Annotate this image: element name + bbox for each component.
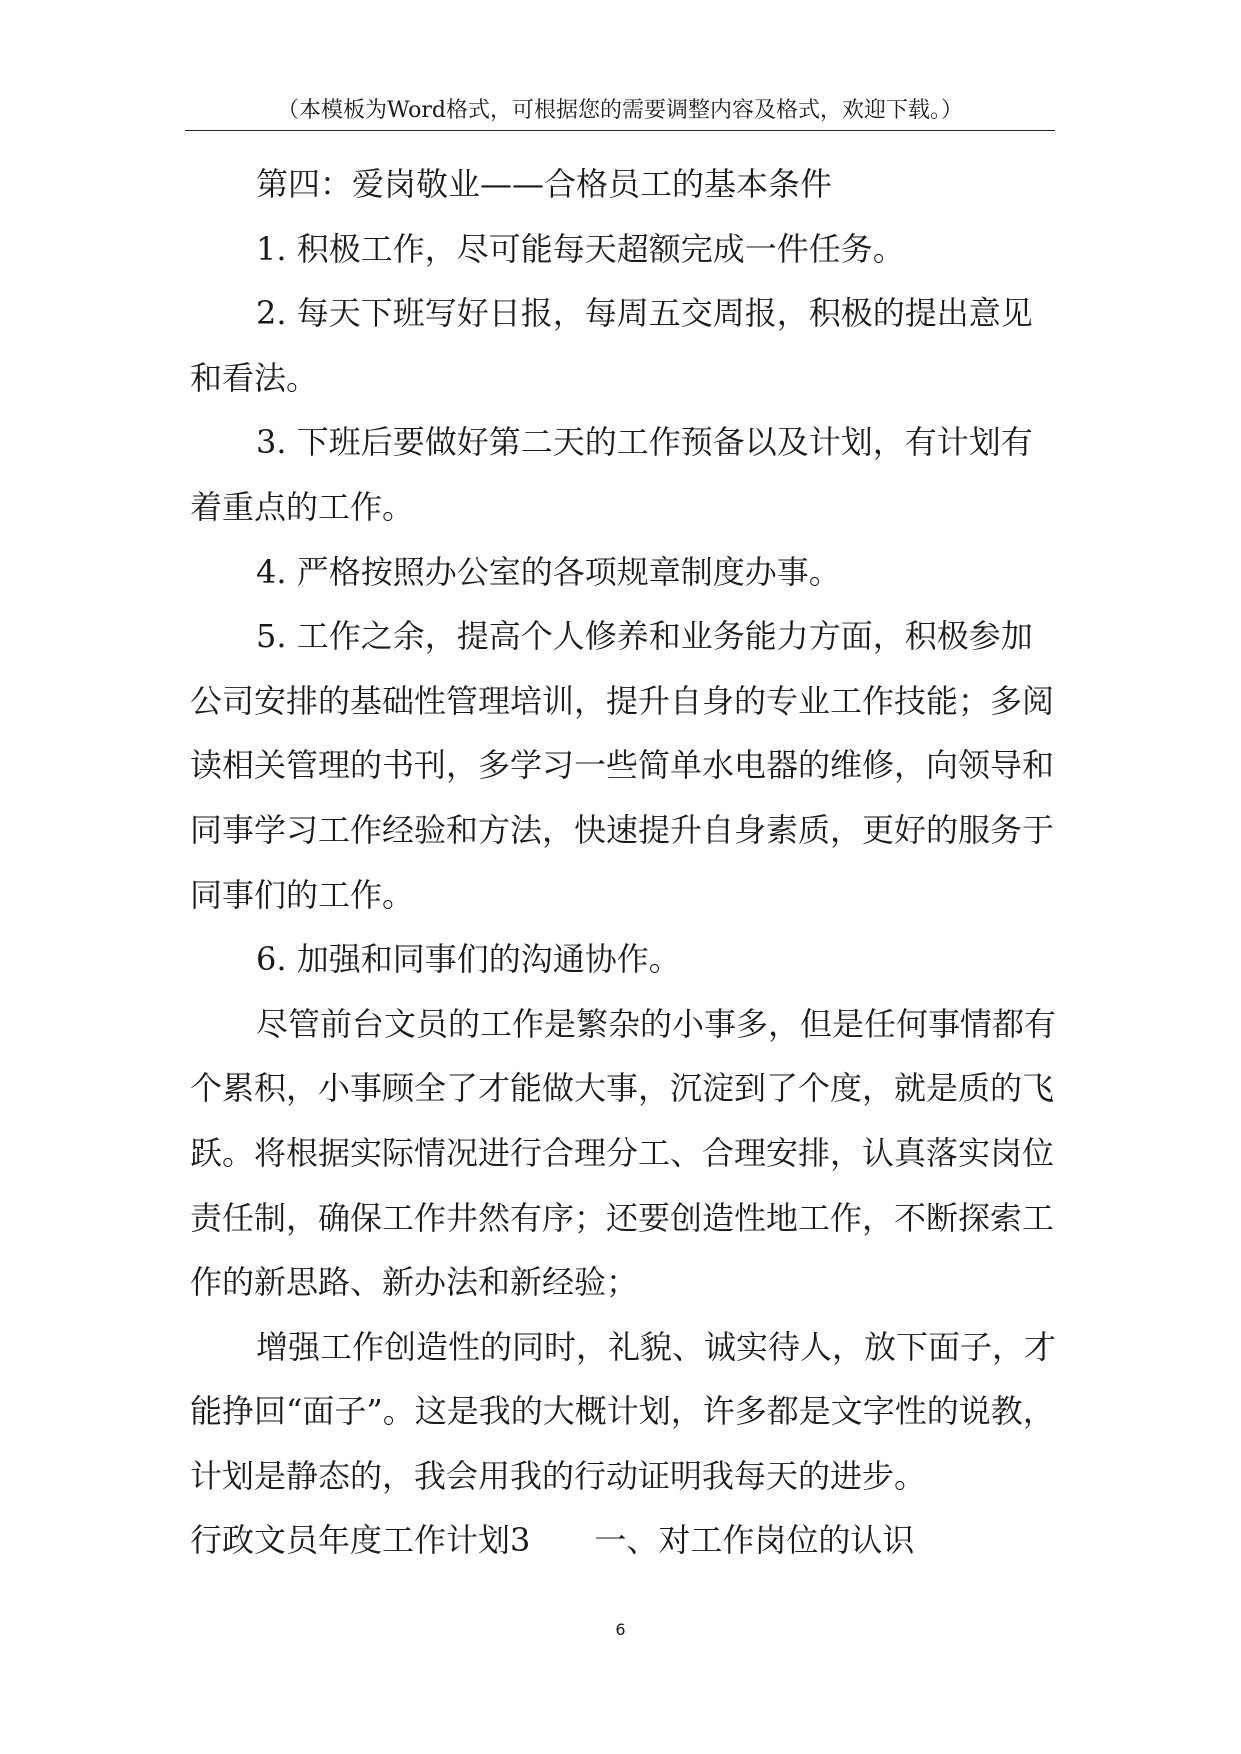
header-note: （本模板为Word格式，可根据您的需要调整内容及格式，欢迎下载。）	[277, 98, 963, 123]
list-item: 3. 下班后要做好第二天的工作预备以及计划，有计划有着重点的工作。	[190, 423, 1033, 526]
document-body	[190, 152, 1060, 1573]
list-item: 5. 工作之余，提高个人修养和业务能力方面，积极参加公司安排的基础性管理培训，提升自身的专业工作技能；多阅读相关管理的书刊，多学习一些简单水电器的维修，向领导和同事学习工作经验和方法，快速提升自身素质，更好的服务于同事们的工作。	[190, 617, 1055, 914]
next-section-title: 行政文员年度工作计划3 一、对工作岗位的认识	[190, 1521, 915, 1560]
header-divider	[185, 130, 1055, 131]
body-paragraph: 增强工作创造性的同时，礼貌、诚实待人，放下面子，才能挣回“面子”。这是我的大概计划，许多都是文字性的说教，计划是静态的，我会用我的行动证明我每天的进步。	[190, 1327, 1057, 1495]
body-paragraph: 尽管前台文员的工作是繁杂的小事多，但是任何事情都有个累积，小事顾全了才能做大事，沉淀到了个度，就是质的飞跃。将根据实际情况进行合理分工、合理安排，认真落实岗位责任制，确保工作井然有序；还要创造性地工作，不断探索工作的新思路、新办法和新经验；	[190, 1004, 1057, 1302]
list-item: 2. 每天下班写好日报，每周五交周报，积极的提出意见和看法。	[190, 294, 1033, 397]
list-item: 4. 严格按照办公室的各项规章制度办事。	[256, 552, 841, 591]
list-item: 6. 加强和同事们的沟通协作。	[256, 940, 681, 979]
list-item: 1. 积极工作，尽可能每天超额完成一件任务。	[256, 229, 905, 268]
section-heading: 第四：爱岗敬业——合格员工的基本条件	[256, 165, 833, 203]
page-number: 6	[615, 1620, 626, 1639]
